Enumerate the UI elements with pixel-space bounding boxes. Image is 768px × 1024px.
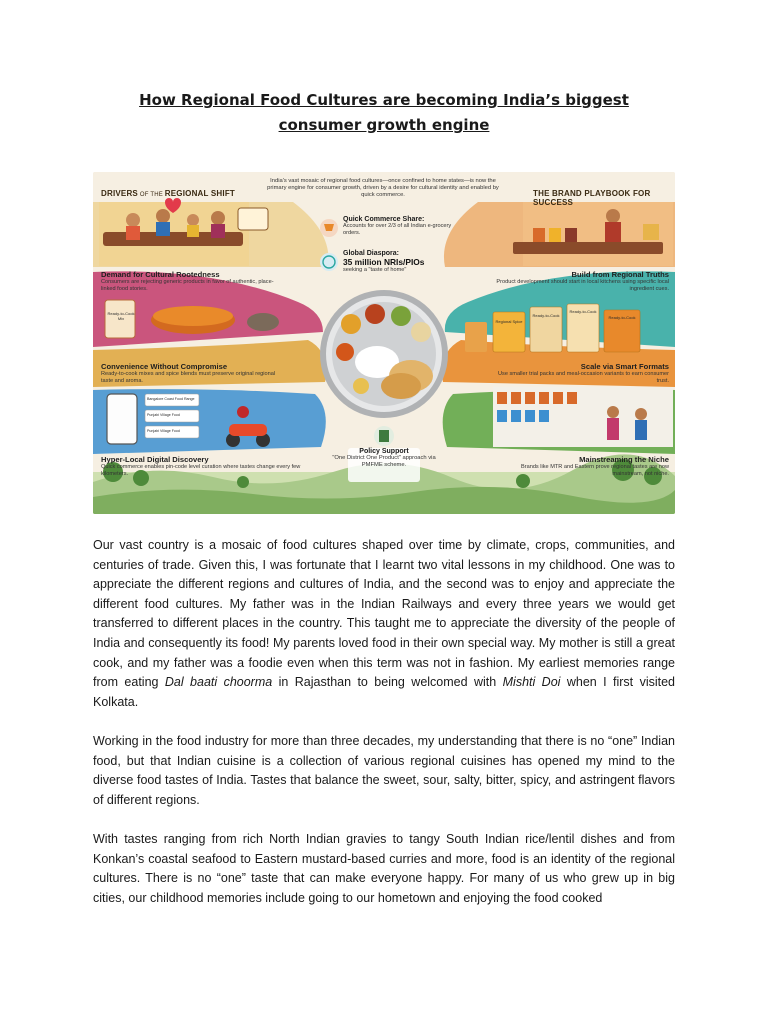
diaspora-stat: Global Diaspora: 35 million NRIs/PIOs seeking a "taste of home" (343, 250, 425, 273)
phone-item-3: Punjabi Village Food (147, 429, 180, 433)
playbook-2: Scale via Smart Formats Use smaller trial packs and meal-occasion variants to earn consumer trust. (498, 362, 669, 384)
playbook-3: Mainstreaming the Niche Brands like MTR and Eastern prove regional tastes are now mainstream, not niche. (521, 455, 669, 477)
paragraph-3: With tastes ranging from rich North Indian gravies to tangy South Indian rice/lentil dishes and from Konkan’s coastal seafood to Eastern mustard-based curries and more, food is an identity of the regional cultures. There is no “one” taste that can make everyone happy. For many of us who grew up in big cities, our childhood memories include going to our hometown and enjoying the food cooked (93, 831, 675, 905)
drivers-header: DRIVERS OF THE REGIONAL SHIFT (101, 189, 236, 198)
intro-text: India's vast mosaic of regional food cultures—once confined to home states—is now the primary engine for consumer growth, driven by a desire for cultural identity and enabled by quick commerce. (267, 178, 499, 198)
dish-name-mishti-doi: Mishti Doi (502, 675, 561, 690)
pack-label-2: Ready-to-Cook (532, 313, 560, 318)
playbook-1: Build from Regional Truths Product development should start in local kitchens using specific local ingredient cues. (496, 270, 669, 292)
paragraph-2: Working in the food industry for more than three decades, my understanding that there is no “one” Indian food, but that Indian cuisine is a collection of various regional cuisines has opened my mind to the diverse food tastes of India. Tastes that balance the sweet, sour, salty, bitter, spicy, and astringent flavors of different regions. (93, 733, 675, 807)
dish-name-dal-baati: Dal baati choorma (164, 675, 273, 690)
phone-item-1: Bangalore Coast Food Range (147, 397, 195, 401)
document-title: How Regional Food Cultures are becoming India’s biggest consumer growth engine (139, 91, 629, 134)
pack-label-4: Ready-to-Cook (608, 315, 636, 320)
phone-item-2: Punjabi Village Food (147, 413, 180, 417)
infographic (93, 172, 675, 514)
paragraph-1: Our vast country is a mosaic of food cultures shaped over time by climate, crops, communities, and centuries of trade. Given this, I was fortunate that I learnt two vital lessons in my childhood. One was to appreciate the different regions and cultures of India, and the second was to enjoy and appreciate the different food cultures. My father was in the Indian Railways and every three years we would get transferred to different places in the country. This taught me to appreciate the diversity of the people of India and consequently its food! My parents loved food in their own special way. My mother is still a great cook, and my father was a foodie even when this term was not in fashion. My earliest memories range from eating Dal baati choorma in Rajasthan to being welcomed with Mishti Doi when I first visited Kolkata. (93, 538, 675, 709)
pack-label-3: Ready-to-Cook (569, 309, 597, 314)
policy-support: Policy Support "One District One Product" approach via PMFME scheme. (332, 448, 436, 468)
playbook-header: THE BRAND PLAYBOOK FOR SUCCESS (533, 189, 651, 207)
article-body (93, 536, 675, 928)
rtc-pack-label: Ready-to-Cook Mix (107, 311, 135, 321)
driver-1: Demand for Cultural Rootedness Consumers are rejecting generic products in favor of authentic, place-linked food stories. (101, 270, 274, 292)
quick-commerce-stat: Quick Commerce Share: Accounts for over 2/3 of all Indian e-grocery orders. (343, 216, 452, 236)
driver-3: Hyper-Local Digital Discovery Quick commerce enables pin-code level curation where tastes change every few kilometers. (101, 455, 301, 477)
driver-2: Convenience Without Compromise Ready-to-cook mixes and spice blends must preserve original regional taste and aroma. (101, 362, 276, 384)
pack-label-1: Regional Spice (495, 319, 523, 324)
